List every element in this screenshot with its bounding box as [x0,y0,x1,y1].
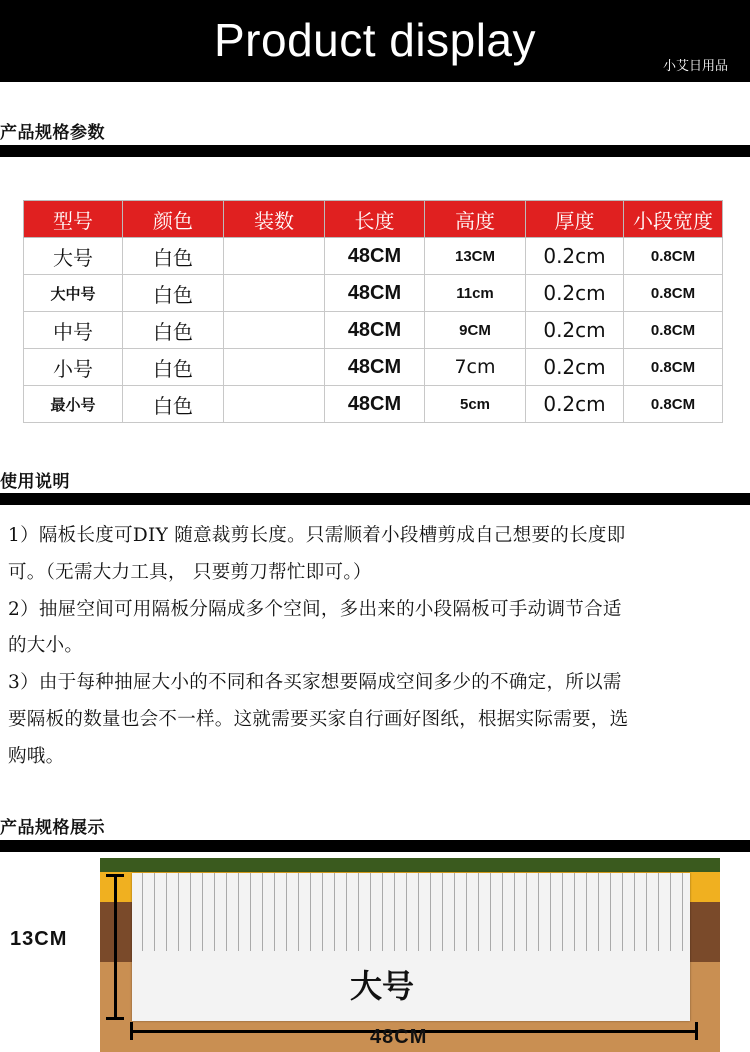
table-cell [224,238,325,275]
table-cell: 11cm [425,275,526,312]
board-slot [538,873,539,951]
column-header: 型号 [24,201,123,238]
board-slot [622,873,623,951]
board-slot [454,873,455,951]
board-slot [322,873,323,951]
table-cell: 0.8CM [624,275,723,312]
board-slot [286,873,287,951]
board-slot [394,873,395,951]
board-slot [514,873,515,951]
board-slot [598,873,599,951]
board-slot [478,873,479,951]
column-header: 颜色 [123,201,224,238]
board-slot [418,873,419,951]
table-cell: 48CM [325,349,425,386]
spec-table [23,200,723,423]
board-slot [238,873,239,951]
board-slot [682,873,683,951]
column-header: 小段宽度 [624,201,723,238]
board-slot [154,873,155,951]
usage-line: 要隔板的数量也会不一样。这就需要买家自行画好图纸，根据实际需要，选 [8,708,629,730]
table-cell: 13CM [425,238,526,275]
table-cell: 白色 [123,238,224,275]
column-header: 高度 [425,201,526,238]
header-banner [0,0,750,82]
usage-line: 可。（无需大力工具， 只要剪刀帮忙即可。） [8,561,372,583]
table-cell: 0.8CM [624,386,723,423]
table-cell: 7cm [425,349,526,386]
board-slot [202,873,203,951]
table-cell: 中号 [24,312,123,349]
display-section-title: 产品规格展示 [0,818,105,838]
board-slot [526,873,527,951]
table-header-row [24,201,723,238]
table-row [24,275,723,312]
table-row [24,238,723,275]
table-cell [224,312,325,349]
column-header: 厚度 [526,201,624,238]
table-cell: 白色 [123,312,224,349]
table-cell: 大中号 [24,275,123,312]
table-cell [224,275,325,312]
table-cell: 白色 [123,386,224,423]
table-cell [224,349,325,386]
board-slot [310,873,311,951]
length-label: 48CM [370,1026,428,1048]
board-slot [166,873,167,951]
board-slot [502,873,503,951]
board-slot [214,873,215,951]
board-slot [274,873,275,951]
board-slot [550,873,551,951]
table-cell: 48CM [325,312,425,349]
board-slot [658,873,659,951]
column-header: 装数 [224,201,325,238]
board-slot [262,873,263,951]
table-cell: 小号 [24,349,123,386]
section-divider [0,840,750,852]
board-slot [466,873,467,951]
board-slot [586,873,587,951]
table-row [24,312,723,349]
table-row [24,386,723,423]
brand-name: 小艾日用品 [662,59,728,74]
board-slot [298,873,299,951]
board-slot [358,873,359,951]
usage-section-title: 使用说明 [0,472,70,492]
table-cell: 白色 [123,275,224,312]
table-cell: 白色 [123,349,224,386]
board-slot [370,873,371,951]
board-slot [490,873,491,951]
table-cell [224,386,325,423]
height-measure-line [106,874,124,1020]
usage-line: 3）由于每种抽屉大小的不同和各买家想要隔成空间多少的不确定，所以需 [8,672,622,694]
board-slot [430,873,431,951]
table-cell: 0.2cm [526,349,624,386]
board-slot [442,873,443,951]
board-size-label: 大号 [349,967,414,1005]
table-cell: 0.2cm [526,238,624,275]
section-divider [0,145,750,157]
board-slot [610,873,611,951]
board-slot [334,873,335,951]
table-cell: 0.2cm [526,312,624,349]
board-slot [178,873,179,951]
table-cell: 0.8CM [624,312,723,349]
usage-line: 1）隔板长度可DIY 随意裁剪长度。只需顺着小段槽剪成自己想要的长度即 [8,525,626,546]
board-slot [562,873,563,951]
board-slot [646,873,647,951]
board-slot [382,873,383,951]
table-cell: 0.2cm [526,275,624,312]
board-slot [250,873,251,951]
usage-line: 2）抽屉空间可用隔板分隔成多个空间，多出来的小段隔板可手动调节合适 [8,598,622,620]
usage-line: 购哦。 [8,745,65,767]
divider-board [132,873,690,1021]
board-slot [346,873,347,951]
board-slot [574,873,575,951]
photo-background [100,858,720,872]
table-cell: 0.8CM [624,349,723,386]
table-cell: 最小号 [24,386,123,423]
section-divider [0,493,750,505]
usage-instructions [8,518,746,776]
usage-line: 的大小。 [8,635,84,657]
table-cell: 0.8CM [624,238,723,275]
board-slot [142,873,143,951]
table-cell: 9CM [425,312,526,349]
table-cell: 0.2cm [526,386,624,423]
board-slot [226,873,227,951]
table-cell: 5cm [425,386,526,423]
table-cell: 48CM [325,238,425,275]
board-slot [634,873,635,951]
page-title: Product display [214,14,536,66]
table-row [24,349,723,386]
spec-section-title: 产品规格参数 [0,123,105,143]
board-slot [670,873,671,951]
column-header: 长度 [325,201,425,238]
table-cell: 大号 [24,238,123,275]
board-slot [406,873,407,951]
board-slot [190,873,191,951]
table-cell: 48CM [325,386,425,423]
height-label: 13CM [10,928,68,950]
table-cell: 48CM [325,275,425,312]
